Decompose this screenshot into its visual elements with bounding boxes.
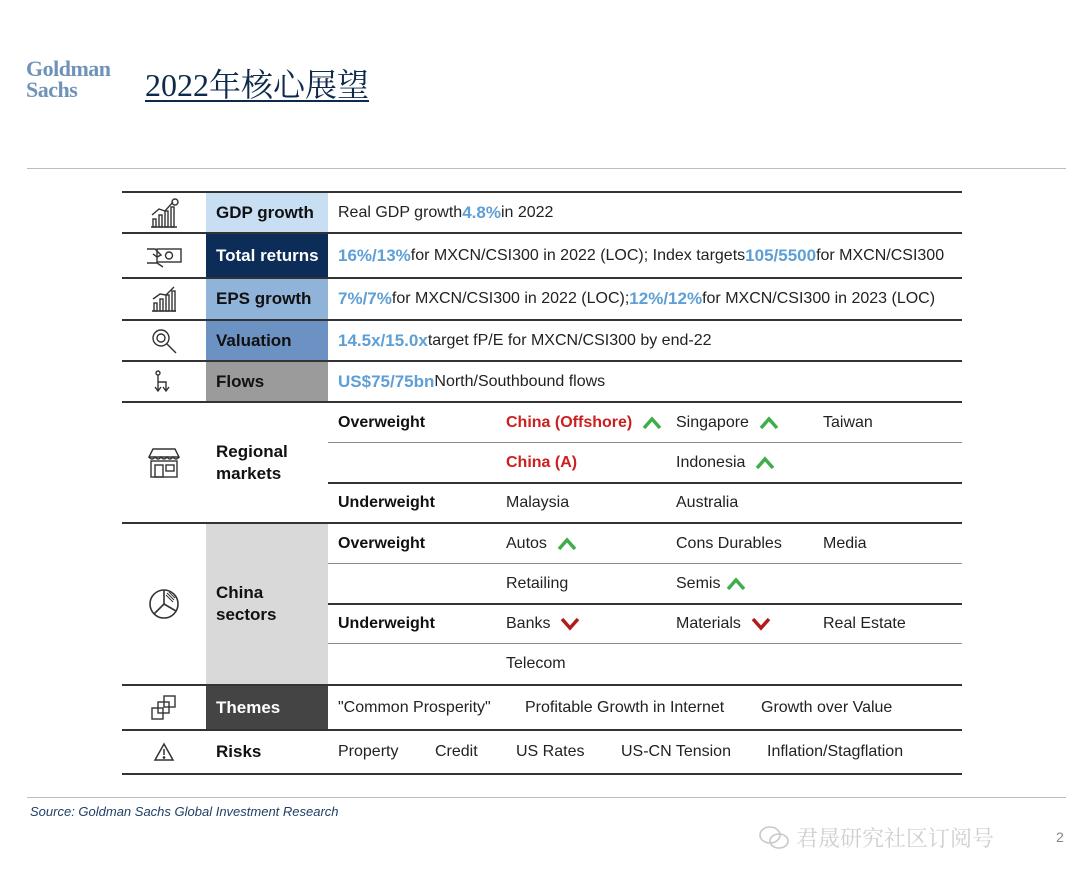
risk-item: Property — [338, 743, 399, 760]
sub-row-divider — [328, 442, 962, 443]
gdp-post: in 2022 — [500, 203, 554, 221]
sector-ow-semis: Semis — [676, 574, 721, 592]
risks-label: Risks — [206, 731, 328, 773]
sector-uw-real-estate: Real Estate — [823, 615, 906, 632]
sub-row-divider — [328, 643, 962, 644]
up-arrow-icon — [759, 416, 779, 430]
returns-value: 16%/13% — [338, 245, 411, 265]
returns-mid: for MXCN/CSI300 in 2022 (LOC); Index targets — [410, 246, 746, 264]
sector-uw-telecom: Telecom — [506, 655, 566, 672]
wechat-icon — [758, 825, 790, 851]
theme-item: "Common Prosperity" — [338, 698, 491, 716]
sectors-label-line1: China — [216, 583, 264, 602]
sector-ow-item — [676, 564, 746, 603]
sector-ow-retailing: Retailing — [506, 574, 569, 592]
source-note: Source: Goldman Sachs Global Investment Research — [30, 804, 339, 819]
regional-ow-china-a: China (A) — [506, 453, 578, 471]
logo-line1: Goldman — [26, 56, 111, 81]
total-returns-label: Total returns — [206, 234, 328, 277]
watermark — [758, 822, 994, 853]
theme-item: Profitable Growth in Internet — [525, 698, 725, 716]
china-sectors-label — [206, 524, 328, 684]
growth-chart-icon — [122, 193, 206, 232]
bottom-divider — [27, 797, 1066, 798]
regional-underweight-label: Underweight — [338, 494, 435, 511]
valuation-label: Valuation — [206, 321, 328, 360]
down-arrow-icon — [560, 617, 580, 631]
regional-label-line2: markets — [216, 463, 282, 483]
logo-line2: Sachs — [26, 77, 78, 102]
regional-ow-taiwan: Taiwan — [823, 413, 873, 431]
gdp-pre: Real GDP growth — [338, 203, 463, 221]
flows-text — [328, 362, 605, 401]
regional-ow-item — [676, 403, 779, 442]
up-arrow-icon — [557, 537, 577, 551]
index-targets-value: 105/5500 — [745, 245, 817, 265]
sectors-overweight-label: Overweight — [338, 534, 426, 552]
eps-2023-value: 12%/12% — [629, 289, 703, 308]
outlook-table — [122, 191, 962, 775]
flows-post: North/Southbound flows — [434, 372, 606, 390]
goldman-sachs-logo — [26, 58, 126, 100]
watermark-text: 君晟研究社区订阅号 — [796, 826, 995, 851]
regional-label-line1: Regional — [216, 441, 288, 461]
gdp-growth-label: GDP growth — [206, 193, 328, 232]
regional-ow-indonesia: Indonesia — [676, 453, 746, 471]
top-divider — [27, 168, 1066, 169]
row-divider — [122, 773, 962, 775]
up-arrow-icon — [642, 416, 662, 430]
risk-item: Credit — [435, 743, 478, 760]
storefront-icon — [122, 403, 206, 522]
risk-item: US-CN Tension — [621, 743, 731, 760]
eps-2022-value: 7%/7% — [338, 289, 392, 308]
regional-overweight-label: Overweight — [338, 413, 426, 431]
valuation-post: target fP/E for MXCN/CSI300 by end-22 — [427, 331, 712, 349]
regional-ow-item — [506, 443, 577, 482]
eps-mid: for MXCN/CSI300 in 2022 (LOC); — [391, 290, 630, 307]
flows-label: Flows — [206, 362, 328, 401]
regional-ow-china-offshore: China (Offshore) — [506, 413, 633, 431]
regional-ow-singapore: Singapore — [676, 413, 749, 431]
magnifier-icon — [122, 321, 206, 360]
theme-item: Growth over Value — [761, 698, 893, 716]
sector-ow-media: Media — [823, 534, 867, 552]
sector-uw-banks: Banks — [506, 615, 551, 632]
sector-uw-item — [676, 605, 771, 643]
page-number: 2 — [1056, 829, 1064, 845]
eps-growth-label: EPS growth — [206, 279, 328, 319]
regional-uw-australia: Australia — [676, 494, 739, 511]
returns-post: for MXCN/CSI300 — [816, 246, 945, 264]
gdp-value: 4.8% — [462, 202, 501, 222]
eps-growth-text — [328, 279, 935, 319]
page-title: 2022年核心展望 — [145, 67, 370, 103]
layers-icon — [122, 686, 206, 729]
flow-branch-icon — [122, 362, 206, 401]
regional-uw-malaysia: Malaysia — [506, 494, 570, 511]
pie-chart-icon — [122, 524, 206, 684]
warning-icon — [122, 731, 206, 773]
sector-ow-cons-durables: Cons Durables — [676, 534, 782, 552]
up-arrow-icon — [726, 577, 746, 591]
sectors-label-line2: sectors — [216, 605, 277, 624]
down-arrow-icon — [751, 617, 771, 631]
risk-item: US Rates — [516, 743, 585, 760]
risk-item: Inflation/Stagflation — [767, 743, 904, 760]
total-returns-text — [328, 234, 944, 277]
themes-label: Themes — [206, 686, 328, 729]
valuation-text — [328, 321, 712, 360]
valuation-value: 14.5x/15.0x — [338, 330, 428, 350]
sector-ow-autos: Autos — [506, 534, 547, 552]
regional-ow-item — [676, 443, 775, 482]
gdp-growth-text — [328, 193, 553, 232]
sector-uw-item — [506, 605, 580, 643]
sector-ow-item — [506, 524, 577, 563]
bar-chart-icon — [122, 279, 206, 319]
money-hand-icon — [122, 234, 206, 277]
regional-markets-label — [206, 403, 328, 522]
regional-ow-item — [506, 403, 662, 442]
sub-row-divider — [328, 563, 962, 564]
flows-value: US$75/75bn — [338, 371, 435, 391]
up-arrow-icon — [755, 456, 775, 470]
sectors-underweight-label: Underweight — [338, 615, 435, 632]
sector-uw-materials: Materials — [676, 615, 741, 632]
eps-post: for MXCN/CSI300 in 2023 (LOC) — [702, 290, 936, 307]
